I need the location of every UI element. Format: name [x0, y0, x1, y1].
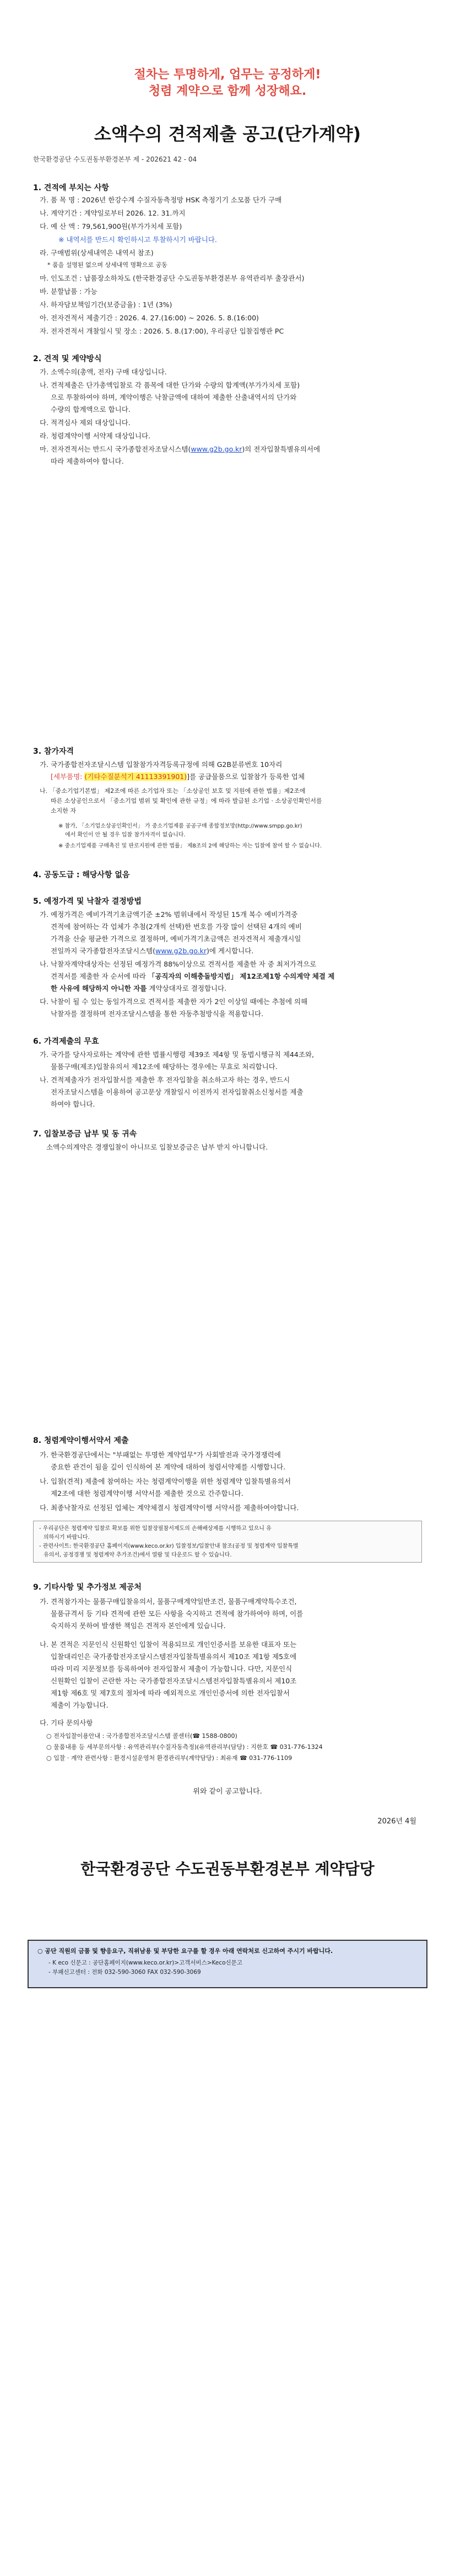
sec1-budget-note: ※ 내역서를 반드시 확인하시고 투찰하시기 바랍니다.: [58, 235, 217, 244]
sec2-e-text-2: )의 전자입찰특별유의서에: [242, 445, 321, 453]
slogan-line-1: 절차는 투명하게, 업무는 공정하게!: [134, 68, 321, 82]
integrity-notice-2b: 유의서, 공정경쟁 및 청렴계약 추가조건)에서 열람 및 다운로드 할 수 있습니다.: [44, 1552, 232, 1558]
section-7-title: 7. 입찰보증금 납부 및 동 귀속: [33, 1130, 137, 1139]
sec3-detail-item: (기타수질분석기 41113391901): [84, 772, 187, 781]
sec8-item-a-line1: 가. 한국환경공단에서는 "부패없는 투명한 계약업무"가 사회발전과 국가경쟁력에: [40, 1451, 281, 1459]
sec3-item-b-line3: 소지한 자: [51, 807, 77, 814]
sec2-item-b-line3: 수량의 합계액으로 합니다.: [51, 405, 131, 414]
sec9-item-c: 다. 기타 문의사항: [40, 1719, 93, 1727]
sec9-item-a-line2: 물품규격서 등 기타 견적에 관한 모든 사항을 숙지하고 견적에 참가하여야 하며, 이를: [51, 1609, 304, 1618]
section-3-title: 3. 참가자격: [33, 747, 74, 756]
sec2-item-b-line1: 나. 견적제출은 단가총액입찰로 각 품목에 대한 단가와 수량의 합계액(부가가치세 포함): [40, 381, 300, 389]
sec3-detail-rest: ]를 공급물품으로 입찰참가 등록한 업체: [187, 772, 305, 781]
document-number: 한국환경공단 수도권동부환경본부 제 - 202621 42 - 04: [33, 155, 197, 163]
sec2-item-b-line2: 으로 투찰하여야 하며, 계약이행은 낙찰금액에 대하여 제출한 산출내역서의 단가와: [51, 393, 297, 401]
section-6-title: 6. 가격제출의 무효: [33, 1037, 99, 1046]
integrity-notice-1-text: - 우리공단은 청렴계약 입찰로 확보를 위한 입찰장필참서제도의 손해배상제를 시행하고 있으니 유: [39, 1526, 272, 1532]
sec3-item-b-line2: 따른 소상공인으로서 「중소기업 범위 및 확인에 관한 규정」에 따라 발급된 소기업 · 소상공인확인서를: [51, 797, 322, 804]
integrity-notice-2: - 관련사이트: 한국환경공단 홈페이지(www.keco.or.kr) 입찰정보/입찰안내 참조(공정 및 청렴계약 입찰특별: [39, 1543, 299, 1549]
sec5-item-a-line2: 견적에 참여하는 각 업체가 추첨(2개씩 선택)한 번호를 가장 많이 선택된 4개의 예비: [51, 922, 302, 931]
sec8-item-a-line2: 중요한 관건이 됨을 깊이 인식하여 본 계약에 대하여 청렴서약제를 시행합니다.: [51, 1463, 286, 1471]
sec1-item-e: 마. 인도조건 : 납품장소하차도 (한국환경공단 수도권동부환경본부 유역관리부 출장관서): [40, 274, 305, 282]
integrity-notice-box: [33, 1521, 422, 1563]
sec1-item-i: 자. 전자견적서 개찰일시 및 장소 : 2026. 5. 8.(17:00), 우리공단 입찰집행관 PC: [40, 327, 284, 335]
sec1-item-f: 바. 분할납품 : 가능: [40, 287, 98, 296]
sec1-item-g: 사. 하자담보책임기간(보증금율) : 1년 (3%): [40, 300, 172, 309]
sec3-item-b-line1: 나. 「중소기업기본법」 제2조에 따른 소기업자 또는 「소상공인 보호 및 지원에 관한 법률」제2조에: [40, 787, 306, 795]
sec5-a4-post: )에 게시합니다.: [207, 947, 254, 955]
sec1-item-b: 나. 계약기간 : 계약일로부터 2026. 12. 31.까지: [40, 209, 186, 217]
sec5-item-c-line2: 낙찰자를 결정하며 전자조달시스템을 통한 자동추첨방식을 적용합니다.: [51, 1010, 264, 1018]
sec3-note-1: ※ 참가, 「소기업소상공인확인서」 가 중소기업제품 공공구매 종합정보망(http://www.smpp.go.kr): [58, 823, 302, 829]
sec2-item-c: 다. 적격심사 제외 대상입니다.: [40, 418, 131, 427]
sec7-body: 소액수의계약은 경쟁입찰이 아니므로 입찰보증금은 납부 받지 아니합니다.: [46, 1143, 268, 1151]
sec5-a4-pre: 전일까지 국가종합전자조달시스템(: [51, 947, 155, 955]
sec6-item-b-line3: 하여야 합니다.: [51, 1100, 95, 1108]
sec8-item-c: 다. 최종낙찰자로 선정된 업체는 계약체결시 청렴계약이행 서약서를 제출하여야합니다.: [40, 1504, 299, 1512]
slogan-line-2: 청렴 계약으로 함께 성장해요.: [148, 84, 307, 98]
sec9-item-b-line1: 나. 본 견적은 지문인식 신원확인 입찰이 적용되므로 개인인증서를 보유한 대표자 또는: [40, 1640, 297, 1649]
section-9-title: 9. 기타사항 및 추가정보 제공처: [33, 1583, 142, 1592]
sec3-note-2: ※ 중소기업제품 구매촉진 및 판로지원에 관한 법률」 제8조의 2에 해당하는 자는 입찰에 참여 할 수 없습니다.: [58, 843, 322, 849]
sec5-item-c-line1: 다. 낙찰이 될 수 있는 동일가격으로 견적서를 제출한 자가 2인 이상일 때에는 추첨에 의해: [40, 997, 308, 1006]
sec1-item-d: 라. 구매범위(상세내역은 내역서 참조): [40, 249, 154, 257]
sec9-item-b-line4: 신원확인 입찰이 곤란한 자는 국가종합전자조달시스템전자입찰특별유의서 제10조: [51, 1677, 297, 1685]
report-center: - 부패신고센터 : 전화 032-590-3060 FAX 032-590-3069: [48, 1969, 201, 1976]
contact-e-bidding: ○ 전자입찰이용안내 : 국가종합전자조달시스템 콜센터(☎ 1588-0800): [46, 1732, 237, 1740]
sec2-item-d: 라. 청렴계약이행 서약제 대상입니다.: [40, 432, 150, 440]
sec5-item-a-line1: 가. 예정가격은 예비가격기초금액기준 ±2% 범위내에서 작성된 15개 복수 예비가격중: [40, 910, 298, 919]
sec2-item-a: 가. 소액수의(총액, 전자) 구매 대상입니다.: [40, 368, 167, 376]
sec8-item-b-line2: 제2조에 대한 청렴계약이행 서약서를 제출한 것으로 간주합니다.: [51, 1489, 243, 1498]
section-2-title: 2. 견적 및 계약방식: [33, 355, 102, 363]
document-title: 소액수의 견적제출 공고(단가계약): [94, 124, 361, 144]
sec5-item-a-line3: 가격을 산술 평균한 가격으로 결정하며, 예비가격기초금액은 전자견적서 제출개시일: [51, 935, 301, 943]
sec9-item-a-line3: 숙지하지 못하여 발생한 책임은 견적자 본인에게 있습니다.: [51, 1622, 226, 1630]
sec5-b3-post: 계약상대자로 결정합니다.: [147, 984, 227, 992]
notice-date: 2026년 4월: [377, 1817, 416, 1826]
sec3-item-a-line2: [51, 772, 305, 782]
report-title: ○ 공단 직원의 금품 및 향응요구, 직위남용 및 부당한 요구를 할 경우 아래 연락처로 신고하여 주시기 바랍니다.: [37, 1947, 333, 1955]
contact-contract: ○ 입찰 · 계약 관련사항 : 환경시설운영처 환경관리부(계약담당) : 최유재 ☎ 031-776-1109: [46, 1754, 292, 1762]
sec9-item-b-line5: 제1항 제6호 및 제7호의 절차에 따라 예외적으로 개인인증서에 의한 전자입찰서: [51, 1689, 290, 1697]
g2b-link[interactable]: www.g2b.go.kr: [191, 445, 242, 453]
integrity-notice-1: [39, 1525, 416, 1533]
sec1-item-c: 다. 예 산 액 : 79,561,900원(부가가치세 포함): [40, 222, 182, 230]
corruption-report-box: [28, 1940, 427, 1988]
sec6-item-a-line2: 물품구매(제조)입찰유의서 제12조에 해당하는 경우에는 무효로 처리합니다.: [51, 1062, 278, 1071]
sec2-e-text: 마. 전자견적서는 반드시 국가종합전자조달시스템(: [40, 445, 191, 453]
sec3-detail-label: [세부품명:: [51, 772, 85, 781]
section-8-title: 8. 청렴계약이행서약서 제출: [33, 1436, 129, 1445]
sec5-item-b-line2: [51, 972, 334, 981]
closing-statement: 위와 같이 공고합니다.: [193, 1788, 262, 1796]
contact-item-details: ○ 물품내용 등 세부문의사항 : 유역관리부(수질자동측정)(유역관리부(담당) : 지한호 ☎ 031-776-1324: [46, 1743, 323, 1751]
g2b-link-2[interactable]: www.g2b.go.kr: [155, 947, 207, 955]
sec1-item-a: 가. 품 목 명 : 2026년 한강수계 수질자동측정망 HSK 측정기기 소모품 단가 구매: [40, 196, 282, 204]
sec5-b2-pre: 견적서를 제출한 자 순서에 따라: [51, 972, 148, 980]
section-4-title: 4. 공동도급 : 해당사항 없음: [33, 871, 130, 879]
sec9-item-b-line3: 따라 미리 지문정보를 등록하여야 전자입찰서 제출이 가능합니다. 다만, 지문인식: [51, 1665, 292, 1673]
sec5-b3-highlight: 한 사유에 해당하지 아니한 자를: [51, 984, 147, 992]
sec5-b2-highlight: 「공직자의 이해충돌방지법」 제12조제1항 수의계약 체결 제: [148, 972, 335, 980]
integrity-notice-1b: 의하시기 바랍니다.: [44, 1534, 90, 1541]
sec2-item-e-line1: [40, 444, 320, 454]
section-5-title: 5. 예정가격 및 낙찰자 결정방법: [33, 897, 142, 906]
sec1-scope-note: * 품을 설명된 없으며 상세내역 명확으로 공동: [47, 261, 167, 269]
sec9-item-b-line2: 입찰대리인은 국가종합전자조달시스템전자입찰특별유의서 제10조 제1항 제5호에: [51, 1652, 297, 1661]
sec1-item-h: 아. 전자견적서 제출기간 : 2026. 4. 27.(16:00) ~ 2026. 5. 8.(16:00): [40, 314, 259, 322]
sec6-item-b-line2: 전자조달시스템을 이용하여 공고문상 개찰일시 이전까지 전자입찰취소신청서를 제출: [51, 1088, 304, 1096]
sec2-item-e-line2: 따라 제출하여야 합니다.: [51, 457, 124, 465]
sec5-item-b-line1: 나. 낙찰자계약대상자는 선정된 예정가격 88%이상으로 견적서를 제출한 자 중 최저가격으로: [40, 960, 317, 968]
sec3-note-1b: 에서 확인이 안 될 경우 입찰 참가자격이 없습니다.: [65, 832, 186, 838]
sec9-item-a-line1: 가. 견적참가자는 물품구매입찰유의서, 물품구매계약일반조건, 물품구매계약특수조건,: [40, 1597, 297, 1606]
sec8-item-b-line1: 나. 입찰(견적) 제출에 참여하는 자는 청렴계약이행을 위한 청렴계약 입찰특별유의서: [40, 1477, 291, 1485]
sec6-item-b-line1: 나. 견적제출자가 전자입찰서를 제출한 후 전자입찰을 취소하고자 하는 경우, 반드시: [40, 1076, 290, 1084]
sec5-item-b-line3: [51, 984, 226, 994]
sec5-item-a-line4: [51, 946, 253, 956]
sec9-item-b-line6: 제출이 가능합니다.: [51, 1701, 109, 1709]
issuer-signature: 한국환경공단 수도권동부환경본부 계약담당: [80, 1860, 375, 1878]
sec6-item-a-line1: 가. 국가를 당사자로하는 계약에 관한 법률시행령 제39조 제4항 및 동법시행규칙 제44조와,: [40, 1050, 314, 1059]
section-1-title: 1. 견적에 부치는 사항: [33, 184, 109, 192]
sec3-item-a-line1: 가. 국가종합전자조달시스템 입찰참가자격등록규정에 의해 G2B분류번호 10자리: [40, 760, 283, 769]
report-keco-sinmungo: - K eco 신문고 : 공단홈페이지(www.keco.or.kr)>고객서비스>Keco신문고: [48, 1960, 242, 1966]
